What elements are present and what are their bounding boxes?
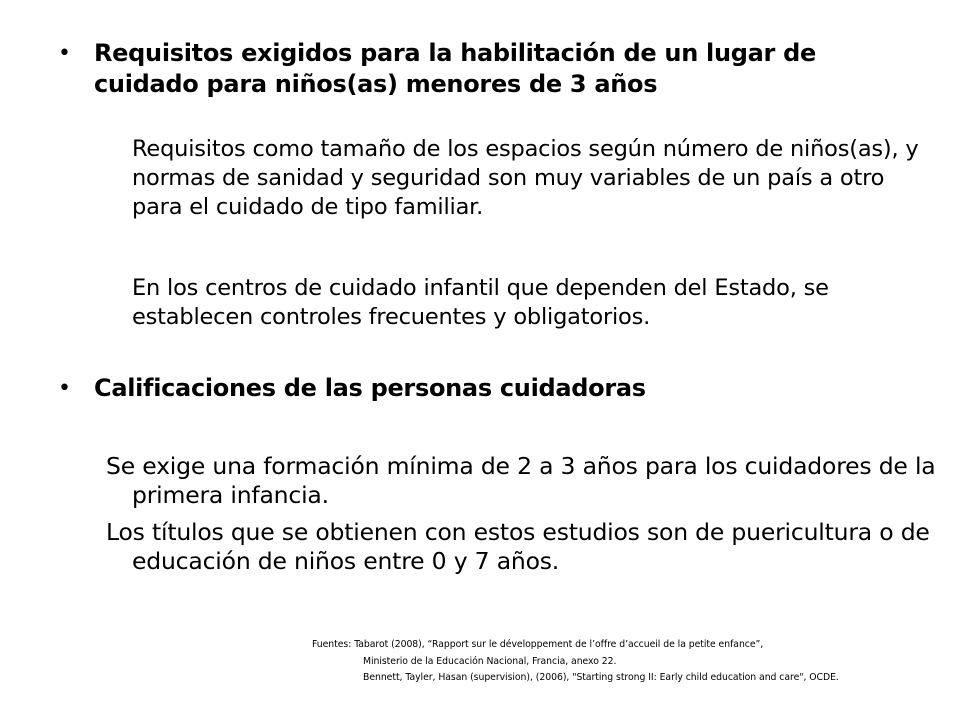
source-line-2: Ministerio de la Educación Nacional, Francia, anexo 22.	[363, 655, 617, 667]
bullet-calificaciones	[58, 373, 894, 404]
source-line-3: Bennett, Tayler, Hasan (supervision), (2006), "Starting strong II: Early child education and care", OCDE.	[363, 672, 839, 683]
sources-footnote	[312, 637, 839, 687]
bullet-title-calificaciones: Calificaciones de las personas cuidadoras	[94, 374, 646, 402]
paragraph-formacion-minima: Se exige una formación mínima de 2 a 3 años para los cuidadores de la primera infancia.	[106, 452, 936, 509]
source-line-1: Fuentes: Tabarot (2008), “Rapport sur le développement de l’offre d’accueil de la petite enfance”,	[312, 639, 764, 650]
bullet-requisitos	[58, 38, 894, 100]
bullet-dot-icon: •	[58, 41, 71, 66]
bullet-title-requisitos: Requisitos exigidos para la habilitación de un lugar de cuidado para niños(as) menores de 3 años	[94, 39, 816, 98]
paragraph-centros-estado: En los centros de cuidado infantil que dependen del Estado, se establecen controles frecuentes y obligatorios.	[132, 275, 829, 330]
bullet-dot-icon: •	[58, 376, 71, 401]
paragraph-requisitos-espacios: Requisitos como tamaño de los espacios según número de niños(as), y normas de sanidad y seguridad son muy variables de un país a otro para el cuidado de tipo familiar.	[132, 136, 919, 220]
paragraph-titulos: Los títulos que se obtienen con estos estudios son de puericultura o de educación de niños entre 0 y 7 años.	[106, 518, 930, 575]
